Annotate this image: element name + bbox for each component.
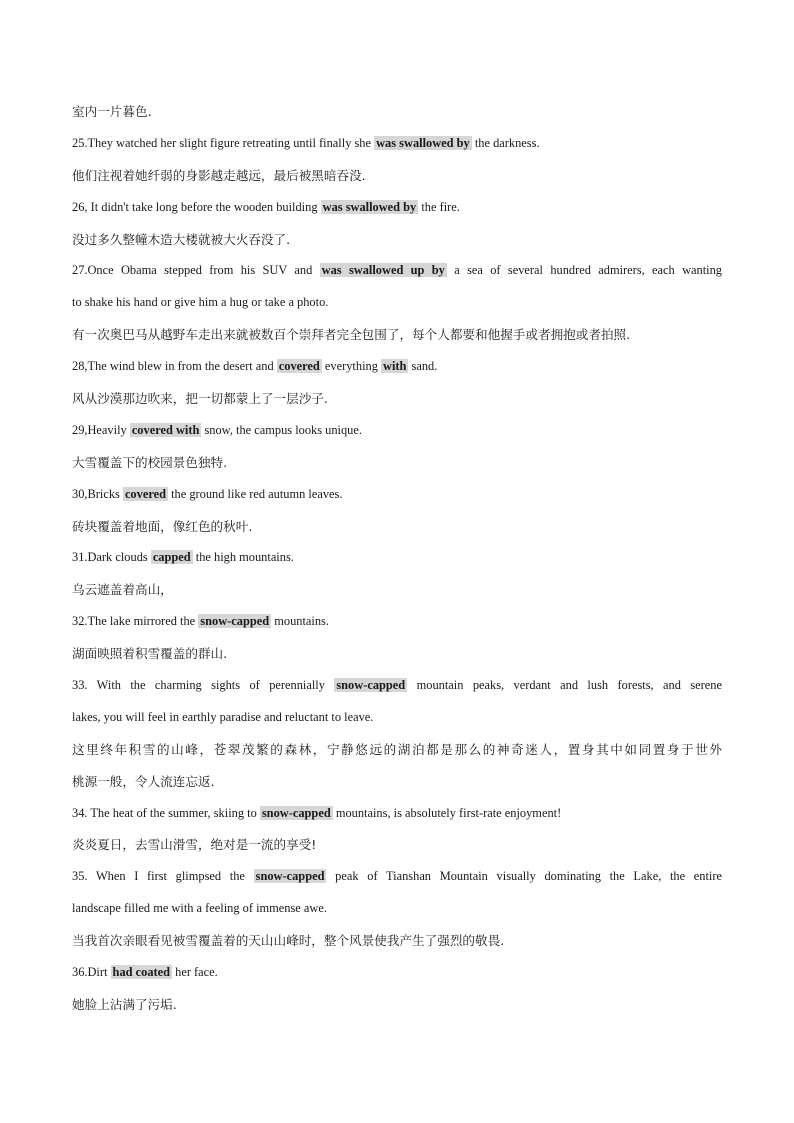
text-segment: 有一次奥巴马从越野车走出来就被数百个崇拜者完全包围了，每个人都要和他握手或者拥抱或者拍照. [72, 327, 631, 343]
text-segment: 27.Once Obama stepped from his SUV and [72, 263, 320, 278]
text-segment: the ground like red autumn leaves. [168, 486, 343, 501]
english-example-line [72, 670, 722, 702]
text-segment: 风从沙漠那边吹来，把一切都蒙上了一层沙子. [72, 391, 328, 407]
text-segment: landscape filled me with a feeling of immense awe. [72, 901, 327, 916]
text-segment: mountains. [271, 614, 329, 629]
chinese-translation-line [72, 511, 722, 543]
text-segment: 这里终年积雪的山峰，苍翠茂繁的森林，宁静悠远的湖泊都是那么的神奇迷人，置身其中如同置身于世外 [72, 741, 722, 757]
chinese-translation-line [72, 989, 722, 1021]
text-segment: to shake his hand or give him a hug or take a photo. [72, 295, 329, 310]
text-segment: 28,The wind blew in from the desert and [72, 359, 277, 374]
english-example-line [72, 702, 722, 734]
highlighted-phrase: snow-capped [261, 805, 331, 820]
english-example-line [72, 192, 722, 224]
english-example-line [72, 287, 722, 319]
text-segment: 当我首次亲眼看见被雪覆盖着的天山山峰时，整个风景使我产生了强烈的敬畏. [72, 933, 505, 949]
highlighted-phrase: was swallowed by [322, 199, 417, 214]
text-segment: 30,Bricks [72, 486, 123, 501]
highlighted-phrase: was swallowed by [376, 135, 470, 150]
english-example-line [72, 542, 722, 574]
text-segment: 桃源一般，令人流连忘返. [72, 773, 215, 789]
text-segment: 35. When I first glimpsed the [72, 869, 254, 884]
text-segment: 室内一片暮色. [72, 104, 152, 119]
text-segment: 25.They watched her slight figure retreating until finally she [72, 135, 375, 150]
text-segment: 36.Dirt [72, 965, 111, 980]
highlighted-phrase: capped [152, 550, 191, 565]
text-segment: 32.The lake mirrored the [72, 614, 199, 629]
text-segment: 29,Heavily [72, 422, 130, 437]
text-segment: the high mountains. [192, 550, 294, 565]
english-example-line [72, 798, 722, 830]
chinese-translation-line [72, 224, 722, 256]
english-example-line [72, 351, 722, 383]
text-segment: sand. [408, 359, 438, 374]
text-segment: the darkness. [471, 135, 540, 150]
highlighted-phrase: was swallowed up by [321, 263, 445, 278]
english-example-line [72, 128, 722, 160]
highlighted-phrase: snow-capped [200, 614, 270, 629]
text-segment: 炎炎夏日，去雪山滑雪，绝对是一流的享受! [72, 837, 317, 853]
chinese-translation-line [72, 734, 722, 766]
highlighted-phrase: covered with [131, 422, 200, 437]
english-example-line [72, 893, 722, 925]
english-example-line [72, 415, 722, 447]
highlighted-phrase: snow-capped [336, 678, 406, 693]
text-segment: 砖块覆盖着地面，像红色的秋叶. [72, 518, 253, 534]
document-body [72, 96, 722, 1021]
chinese-translation-line [72, 319, 722, 351]
english-example-line [72, 957, 722, 989]
text-segment: 她脸上沾满了污垢. [72, 996, 177, 1012]
chinese-translation-line [72, 638, 722, 670]
text-segment: a sea of several hundred admirers, each wanting [446, 263, 722, 278]
text-segment: 26, It didn't take long before the wooden building [72, 199, 321, 214]
text-segment: 33. With the charming sights of perennially [72, 678, 335, 693]
text-segment: 31.Dark clouds [72, 550, 151, 565]
chinese-translation-line [72, 96, 722, 128]
chinese-translation-line [72, 574, 722, 606]
highlighted-phrase: covered [124, 486, 166, 501]
text-segment: 没过多久整幢木造大楼就被大火吞没了. [72, 231, 291, 247]
text-segment: 乌云遮盖着高山， [72, 582, 173, 598]
text-segment: 大雪覆盖下的校园景色独特. [72, 454, 228, 470]
english-example-line [72, 861, 722, 893]
highlighted-phrase: with [383, 359, 407, 374]
text-segment: everything [321, 359, 381, 374]
chinese-translation-line [72, 383, 722, 415]
text-segment: 湖面映照着积雪覆盖的群山. [72, 646, 228, 662]
text-segment: her face. [172, 965, 218, 980]
text-segment: 他们注视着她纤弱的身影越走越远，最后被黑暗吞没. [72, 167, 366, 183]
english-example-line [72, 479, 722, 511]
text-segment: peak of Tianshan Mountain visually dominating the Lake, the entire [326, 869, 723, 884]
text-segment: the fire. [418, 199, 460, 214]
chinese-translation-line [72, 829, 722, 861]
text-segment: snow, the campus looks unique. [201, 422, 362, 437]
highlighted-phrase: had coated [112, 965, 171, 980]
chinese-translation-line [72, 160, 722, 192]
highlighted-phrase: snow-capped [255, 869, 325, 884]
chinese-translation-line [72, 766, 722, 798]
english-example-line [72, 255, 722, 287]
english-example-line [72, 606, 722, 638]
text-segment: 34. The heat of the summer, skiing to [72, 805, 260, 820]
chinese-translation-line [72, 925, 722, 957]
text-segment: lakes, you will feel in earthly paradise and reluctant to leave. [72, 709, 374, 724]
chinese-translation-line [72, 447, 722, 479]
text-segment: mountain peaks, verdant and lush forests, and serene [407, 678, 722, 693]
text-segment: mountains, is absolutely first-rate enjoyment! [332, 805, 562, 820]
highlighted-phrase: covered [278, 359, 320, 374]
